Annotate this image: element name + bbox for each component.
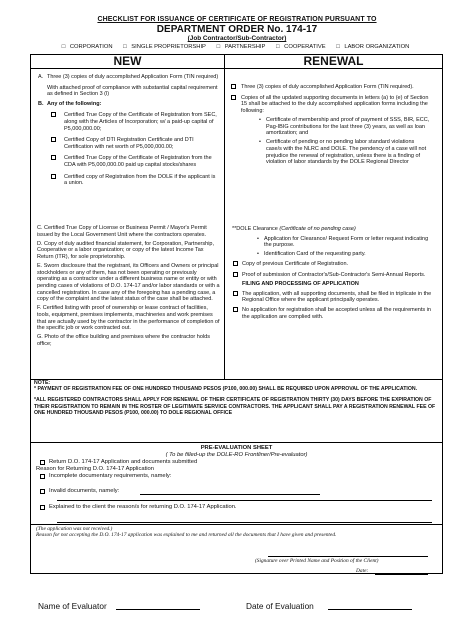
new-item-c: C. Certified True Copy of License or Business Permit / Mayor's Permit issued by the Local Government Unit where the contractors operates.: [37, 225, 207, 238]
new-item-a: A. Three (3) copies of duly accomplished Application Form (TIN required): [38, 74, 219, 80]
client-acknowledgement: [30, 526, 443, 574]
department-order-title: DEPARTMENT ORDER No. 174-17: [156, 24, 318, 35]
new-item-b: B. Any of the following:: [38, 100, 102, 107]
renewal-column-header: RENEWAL: [224, 54, 443, 69]
return-application: Return D.O. 174-17 Application and documents submitted: [30, 459, 443, 466]
dole-bullet-2: • Identification Card of the requesting party.: [257, 251, 366, 258]
filing-item-1: The application, with all supporting documents, shall be filed in triplicate in the Regional Office where the applicant principally operates.: [232, 291, 432, 304]
renewal-item-2: Copies of all the updated supporting documents in letters (a) to (e) of Section 15 shall be attached to the duly accomplished application forms including the following:: [241, 95, 431, 115]
notes-section: [34, 380, 439, 416]
incomplete-requirements: Incomplete documentary requirements, namely:: [30, 473, 443, 480]
category-single-proprietorship[interactable]: □ SINGLE PROPRIETORSHIP: [123, 44, 206, 50]
checkbox[interactable]: [233, 261, 238, 266]
renewal-bullet-2: • Certificate of pending or no pending labor standard violations case/s with the NLRC and DOLE. The pendency of a case will not prejudice the renewal of registration, unless there is a finding of violation of labor standards by the DOLE Regional Director: [259, 139, 427, 166]
divider: [30, 524, 443, 525]
evaluator-name-line[interactable]: [116, 609, 200, 610]
invalid-line-2[interactable]: [57, 522, 432, 523]
new-item-a-note: With attached proof of compliance with substantial capital requirement as defined in Section 3 (l): [47, 84, 218, 98]
new-item-b1: Certified True Copy of the Certificate of Registration from SEC, along with the Articles of Incorporation; w/ a paid-up capital of P5,000,000.00;: [64, 112, 219, 132]
new-item-f: F. Certified listing with proof of ownership or lease contract of facilities, tools, equipment, premises implements, machineries and work premises that are actually used by the contractor in the performance of completion of the specific job or work contracted out.: [37, 305, 220, 332]
dole-clearance: **DOLE Clearance (Certificate of no pending case): [232, 226, 356, 232]
filing-item-2: No application for registration shall be accepted unless all the requirements in the application are complied with.: [232, 307, 432, 320]
category-corporation[interactable]: □ CORPORATION: [61, 44, 113, 50]
invalid-documents: Invalid documents, namely:: [30, 488, 443, 495]
checkbox[interactable]: [231, 95, 236, 100]
reason-returning: Reason for Returning D.O. 174-17 Application: [36, 466, 154, 472]
not-accepted-reason: Reason for not accepting the D.O. 174-17 application was explained to me and returned all the documents that I have given and presented.: [36, 532, 337, 539]
signature-line[interactable]: [268, 556, 428, 557]
checkbox[interactable]: [51, 155, 56, 160]
renewal-item-1: Three (3) copies of duly accomplished Application Form (TIN required).: [241, 84, 431, 91]
checkbox[interactable]: [40, 489, 45, 494]
category-labor-organization[interactable]: □ LABOR ORGANIZATION: [336, 44, 410, 50]
pre-eval-title: PRE-EVALUATION SHEET: [200, 445, 273, 451]
checkbox[interactable]: [51, 112, 56, 117]
new-item-b2: Certified Copy of DTI Registration Certificate and DTI Certification with net worth of P5,000,000.00;: [64, 137, 219, 150]
category-cooperative[interactable]: □ COOPERATIVE: [276, 44, 326, 50]
evaluation-date-label: Date of Evaluation: [246, 601, 314, 611]
invalid-docs-line[interactable]: [140, 494, 320, 495]
incomplete-line-1[interactable]: [57, 500, 432, 501]
checkbox[interactable]: [51, 137, 56, 142]
new-requirements: [38, 74, 219, 191]
evaluator-name-label: Name of Evaluator: [38, 601, 107, 611]
evaluation-date-line[interactable]: [328, 609, 412, 610]
new-item-g: G. Photo of the office building and premises where the contractor holds office;: [37, 334, 210, 347]
category-options: [0, 44, 474, 50]
dole-bullet-1: • Application for Clearance/ Request Form or letter request indicating the purpose.: [257, 235, 429, 249]
checkbox[interactable]: [233, 291, 238, 296]
checkbox[interactable]: [233, 272, 238, 277]
checkbox[interactable]: [51, 174, 56, 179]
renewal-requirements-cont: [232, 226, 432, 323]
renewal-requirements: [241, 84, 431, 168]
category-partnership[interactable]: □ PARTNERSHIP: [216, 44, 266, 50]
checkbox[interactable]: [40, 460, 45, 465]
new-item-b3: Certified True Copy of the Certificate of Registration from the CDA with P5,000,000.00 paid up capital stocks/shares: [64, 155, 219, 168]
new-requirements-cont: [37, 225, 221, 350]
checklist-title: CHECKLIST FOR ISSUANCE OF CERTIFICATE OF REGISTRATION PURSUANT TO: [97, 16, 377, 23]
new-item-b4: Certified copy of Registration from the DOLE if the applicant is a union.: [64, 174, 219, 187]
date-line[interactable]: [375, 574, 428, 575]
renewal-bullet-1: • Certificate of membership and proof of payment of SSS, BIR, ECC, Pag-IBIG contributions for the last three (3) years, as well as loan amortization; and: [259, 116, 430, 137]
renewal-proof-submission: Proof of submission of Contractor's/Sub-Contractor's Semi-Annual Reports.: [232, 272, 432, 279]
checkbox[interactable]: [40, 474, 45, 479]
new-column-header: NEW: [30, 54, 225, 69]
date-label: Date:: [356, 568, 369, 574]
pre-eval-subtitle: ( To be filled-up the DOLE-RO Frontliner/Pre-evaluator): [165, 452, 308, 458]
pre-evaluation-sheet: [30, 443, 443, 511]
note-2: *ALL REGISTERED CONTRACTORS SHALL APPLY FOR RENEWAL OF THEIR CERTIFICATE OF REGISTRATION THIRTY (30) DAYS BEFORE THE EXPIRATION OF THEIR REGISTRATION TO REMAIN IN THE ROSTER OF LEGITIMATE SERVICE CONTRACTORS. THE APPLICANT SHALL PAY A REGISTRATION RENEWAL FEE OF ONE HUNDRED THOUSAND PESOS (P100, 000.00) TO DOLE REGIONAL OFFICE: [34, 397, 436, 416]
filing-heading: FILING AND PROCESSING OF APPLICATION: [242, 281, 359, 288]
note-1: * PAYMENT OF REGISTRATION FEE OF ONE HUNDRED THOUSAND PESOS (P100, 000.00) SHALL BE REQUIRED UPON APPROVAL OF THE APPLICATION.: [34, 386, 418, 393]
new-item-e: E. Sworn disclosure that the registrant, its Officers and Owners or principal stockholders or any of them, has not been operating or previously operating as a contractor under a different business name or entity or with pending cases of violations of D.O. 174-17 and/or labor standards or with a cancelled registration. In case any of the foregoing has a pending case, a copy of the complaint and the latest status of the case shall be attached.: [37, 263, 220, 303]
new-item-d: D. Copy of duly audited financial statement, for Corporation, Partnership, Cooperative or a labor organization; or copy of the latest Income Tax Return (ITR), for sole proprietorship.: [37, 240, 215, 260]
column-divider: [224, 54, 225, 379]
checkbox[interactable]: [233, 307, 238, 312]
contractor-subtitle: (Job Contractor/Sub-Contractor): [187, 35, 287, 42]
renewal-copy-previous: Copy of previous Certificate of Registration.: [232, 261, 432, 268]
not-received: (The application was not received.): [36, 526, 113, 532]
note-heading: NOTE:: [34, 380, 51, 386]
explained-reasons: Explained to the client the reason/s for returning D.O. 174-17 Application.: [30, 504, 443, 511]
checkbox[interactable]: [40, 505, 45, 510]
checkbox[interactable]: [231, 84, 236, 89]
signature-caption: (Signature over Printed Name and Position of the Client): [255, 558, 379, 564]
